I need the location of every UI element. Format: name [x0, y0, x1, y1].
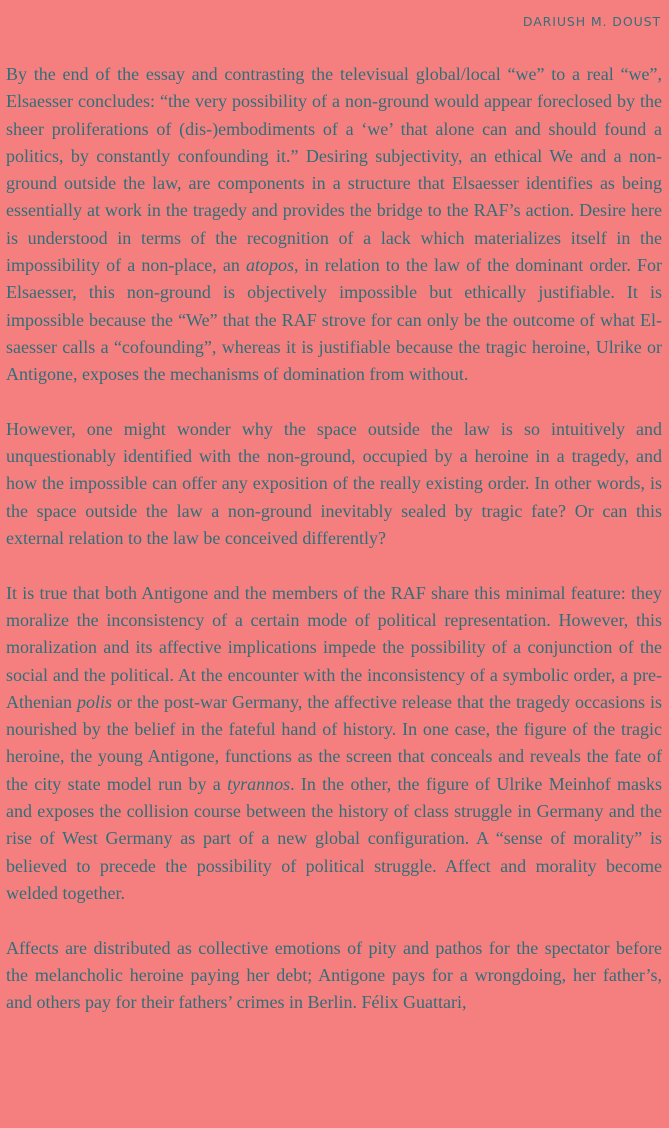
paragraph-1 — [6, 61, 662, 389]
paragraph-4 — [6, 935, 662, 1017]
italic-term-tyrannos: tyrannos — [227, 773, 291, 794]
text-segment: By the end of the essay and contrasting the televisual global/local “we” to a real “we”, Elsaesser concludes: “the very possibility of a non-ground would appear foreclosed by the sheer proliferations of (dis-)embodiments of a ‘we’ that alone can and should found a politics, by constantly confounding it.” Desiring subjectivity, an ethical We and a non-ground outside the law, are components in a structure that Elsaesser identifies as being essentially at work in the tragedy and provides the bridge to the RAF’s action. Desire here is understood in terms of the recognition of a lack which materializes itself in the impossibility of a non-place, an — [6, 64, 662, 276]
text-segment: , in relation to the law of the dominant order. For Elsaesser, this non-ground is objectively impossible but ethically justifiable. It is impossible because the “We” that the RAF strove for can only be the outcome of what Elsaesser calls a “cofounding”, whereas it is justifiable because the tragic heroine, Ulrike or Antigone, exposes the mechanisms of domination from without. — [6, 255, 662, 385]
text-segment: . In the other, the figure of Ulrike Meinhof masks and exposes the collision course between the history of class struggle in Germany and the rise of West Germany as part of a new global configuration. A “sense of morality” is believed to precede the possibility of political struggle. Affect and morality become welded together. — [6, 773, 662, 903]
running-header-author: DARIUSH M. DOUST — [522, 14, 661, 29]
text-segment: It is true that both Antigone and the members of the RAF share this minimal feature: they moralize the inconsistency of a certain mode of political representation. However, this moralization and its affective implications impede the possibility of a conjunction of the social and the political. At the encounter with the inconsistency of a symbolic order, a pre-Athenian — [6, 582, 662, 712]
italic-term-atopos: atopos — [245, 255, 294, 276]
text-segment: However, one might wonder why the space outside the law is so intuitively and unquestionably identified with the non-ground, occupied by a heroine in a tragedy, and how the impossible can offer any exposition of the really existing order. In other words, is the space outside the law a non-ground inevitably sealed by tragic fate? Or can this external relation to the law be conceived differently? — [6, 418, 662, 549]
paragraph-2 — [6, 416, 662, 552]
text-segment: or the post-war Germany, the affective release that the tragedy occasions is nourished by the belief in the fateful hand of history. In one case, the figure of the tragic heroine, the young Antigone, functions as the screen that conceals and reveals the fate of the city state model run by a — [6, 691, 662, 794]
italic-term-polis: polis — [77, 691, 113, 712]
text-segment: Affects are distributed as collective emotions of pity and pathos for the spectator before the melancholic heroine paying her debt; Antigone pays for a wrongdoing, her father’s, and others pay for their fathers’ crimes in Berlin. Félix Guattari, — [6, 937, 662, 1013]
essay-body — [6, 61, 662, 1016]
paragraph-3 — [6, 580, 662, 908]
